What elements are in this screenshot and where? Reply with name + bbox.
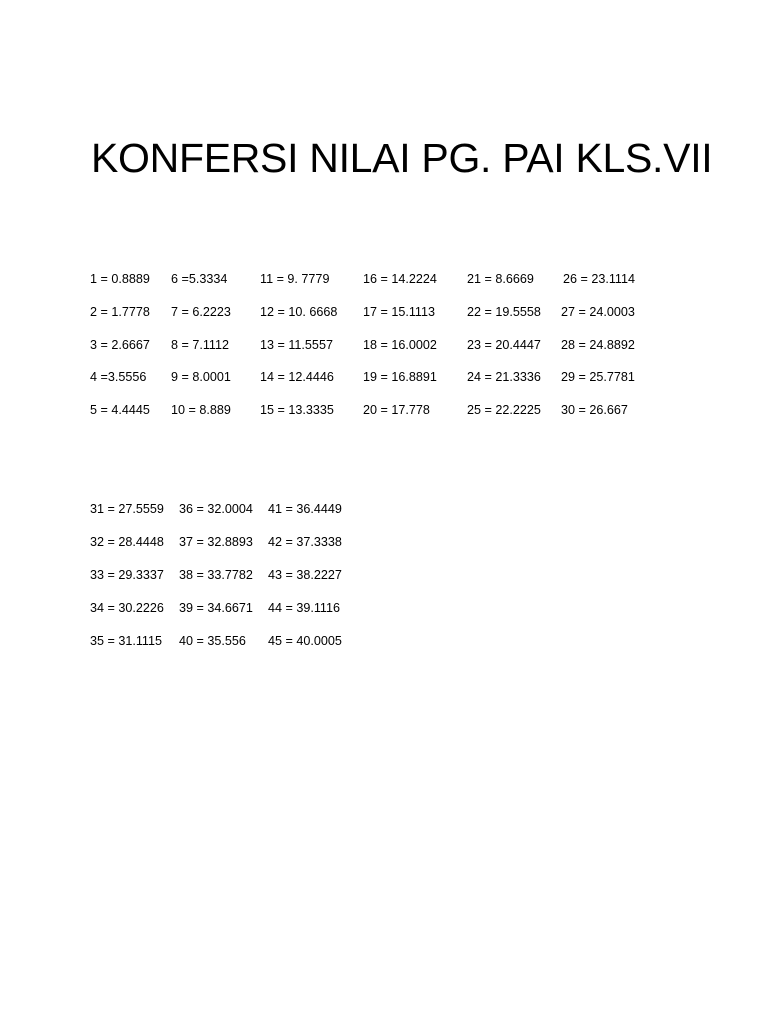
table-cell: 39 = 34.6671: [179, 601, 253, 615]
table-cell: 33 = 29.3337: [90, 568, 164, 582]
table-cell: 3 = 2.6667: [90, 338, 150, 352]
table-cell: 28 = 24.8892: [561, 338, 635, 352]
table-cell: 6 =5.3334: [171, 272, 228, 286]
table-cell: 27 = 24.0003: [561, 305, 635, 319]
table-cell: 17 = 15.1113: [363, 305, 436, 319]
table-cell: 36 = 32.0004: [179, 502, 253, 516]
table-cell: 22 = 19.5558: [467, 305, 541, 319]
table-cell: 43 = 38.2227: [268, 568, 342, 582]
table-cell: 13 = 11.5557: [260, 338, 333, 352]
table-cell: 4 =3.5556: [90, 370, 147, 384]
table-cell: 30 = 26.667: [561, 403, 628, 417]
table-cell: 44 = 39.1116: [268, 601, 341, 615]
table-cell: 29 = 25.7781: [561, 370, 635, 384]
table-cell: 2 = 1.7778: [90, 305, 150, 319]
table-cell: 26 = 23.1114: [563, 272, 636, 286]
table-cell: 42 = 37.3338: [268, 535, 342, 549]
table-cell: 11 = 9. 7779: [260, 272, 330, 286]
table-cell: 24 = 21.3336: [467, 370, 541, 384]
table-cell: 37 = 32.8893: [179, 535, 253, 549]
table-cell: 16 = 14.2224: [363, 272, 437, 286]
table-cell: 10 = 8.889: [171, 403, 231, 417]
table-cell: 23 = 20.4447: [467, 338, 541, 352]
table-cell: 14 = 12.4446: [260, 370, 334, 384]
table-cell: 15 = 13.3335: [260, 403, 334, 417]
table-cell: 18 = 16.0002: [363, 338, 437, 352]
table-cell: 12 = 10. 6668: [260, 305, 338, 319]
table-cell: 25 = 22.2225: [467, 403, 541, 417]
table-cell: 34 = 30.2226: [90, 601, 164, 615]
table-cell: 41 = 36.4449: [268, 502, 342, 516]
table-cell: 40 = 35.556: [179, 634, 246, 648]
table-cell: 7 = 6.2223: [171, 305, 231, 319]
table-cell: 38 = 33.7782: [179, 568, 253, 582]
table-cell: 31 = 27.5559: [90, 502, 164, 516]
table-cell: 21 = 8.6669: [467, 272, 534, 286]
table-cell: 45 = 40.0005: [268, 634, 342, 648]
table-cell: 1 = 0.8889: [90, 272, 150, 286]
table-cell: 8 = 7.1112: [171, 338, 230, 352]
table-cell: 19 = 16.8891: [363, 370, 437, 384]
table-cell: 20 = 17.778: [363, 403, 430, 417]
table-cell: 5 = 4.4445: [90, 403, 150, 417]
table-cell: 35 = 31.1115: [90, 634, 163, 648]
table-cell: 32 = 28.4448: [90, 535, 164, 549]
page-title: KONFERSI NILAI PG. PAI KLS.VII: [91, 135, 713, 181]
table-cell: 9 = 8.0001: [171, 370, 231, 384]
